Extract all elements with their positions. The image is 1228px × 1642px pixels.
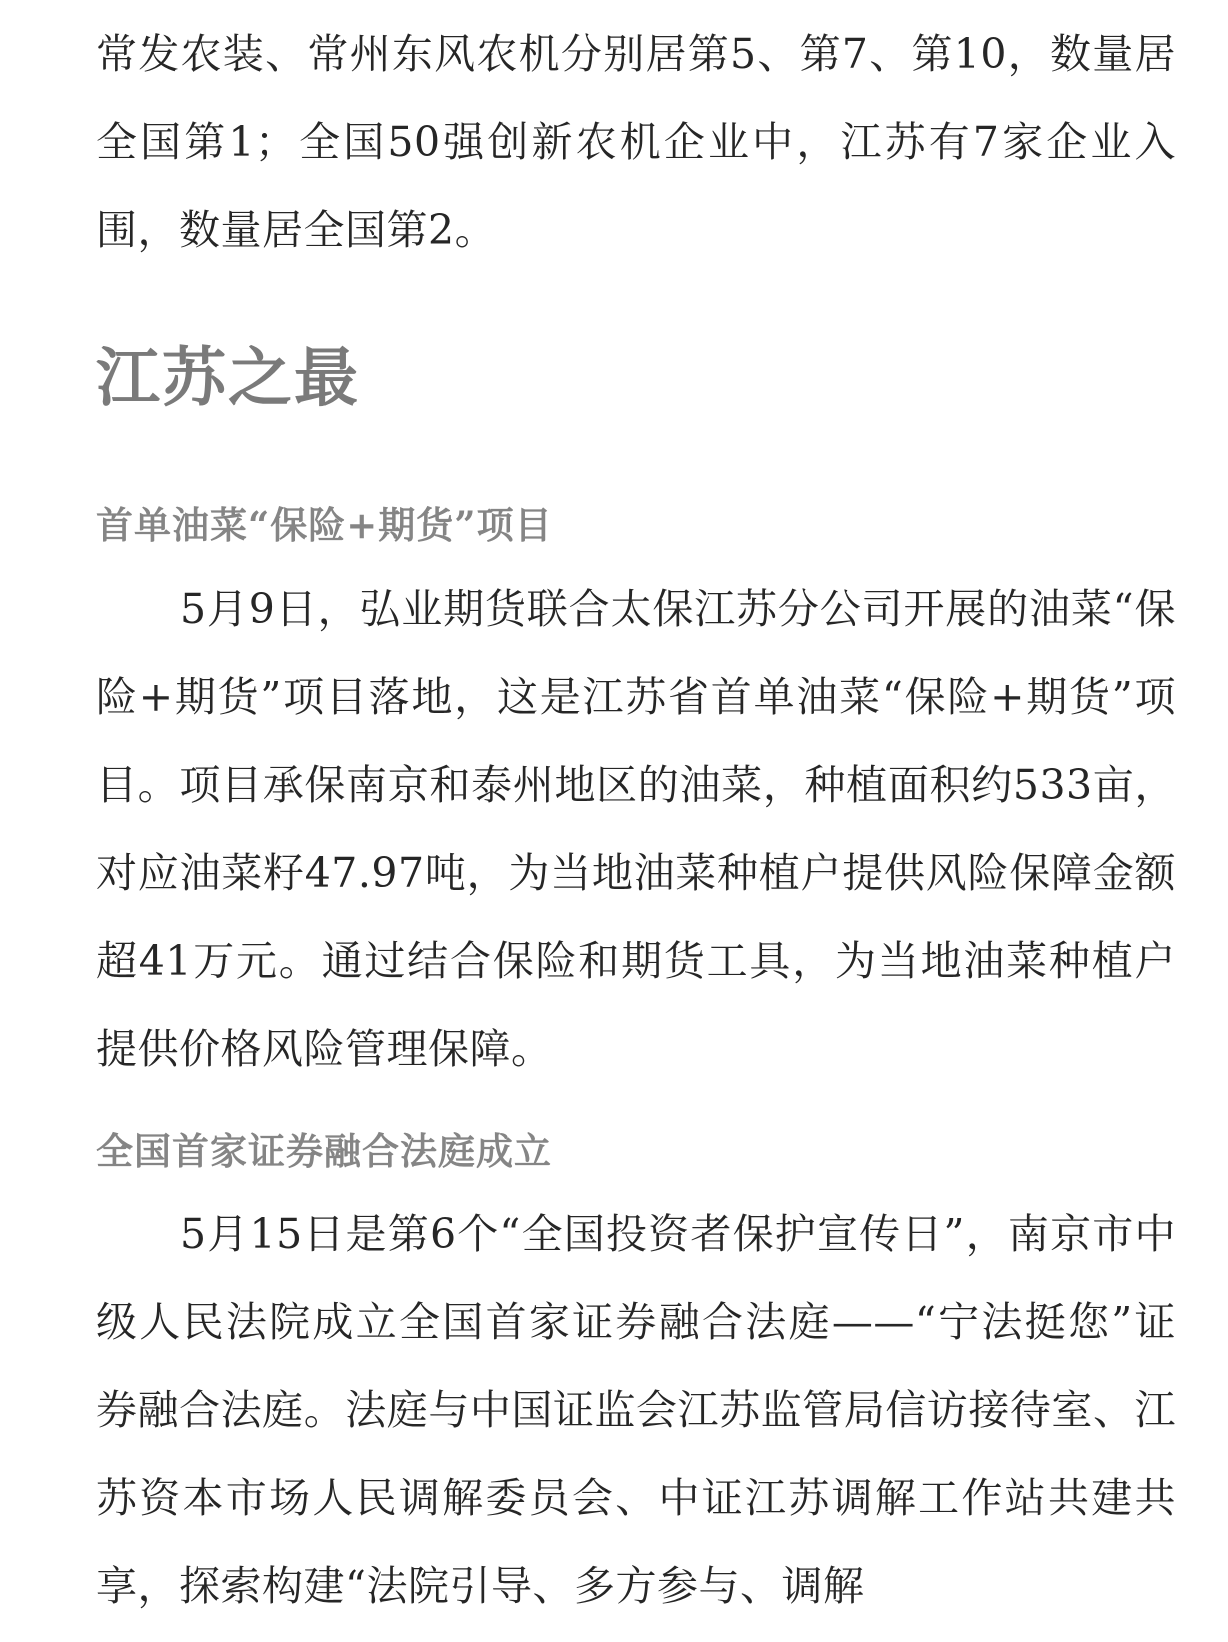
item-heading-securities-court: 全国首家证券融合法庭成立 [96,1129,552,1173]
item-body-rapeseed-insurance: 5月9日，弘业期货联合太保江苏分公司开展的油菜“保险+期货”项目落地，这是江苏省首单油菜“保险+期货”项目。项目承保南京和泰州地区的油菜，种植面积约533亩，对应油菜籽47.97吨，为当地油菜种植户提供风险保障金额超41万元。通过结合保险和期货工具，为当地油菜种植户提供价格风险管理保障。 [96,585,1176,1073]
item-heading-rapeseed-insurance: 首单油菜“保险+期货”项目 [96,503,553,547]
section-title: 江苏之最 [96,342,360,416]
intro-paragraph: 常发农装、常州东风农机分别居第5、第7、第10，数量居全国第1；全国50强创新农机企业中，江苏有7家企业入围，数量居全国第2。 [96,30,1176,254]
item-body-securities-court: 5月15日是第6个“全国投资者保护宣传日”，南京市中级人民法院成立全国首家证券融合法庭——“宁法挺您”证券融合法庭。法庭与中国证监会江苏监管局信访接待室、江苏资本市场人民调解委员会、中证江苏调解工作站共建共享，探索构建“法院引导、多方参与、调解 [96,1210,1176,1610]
